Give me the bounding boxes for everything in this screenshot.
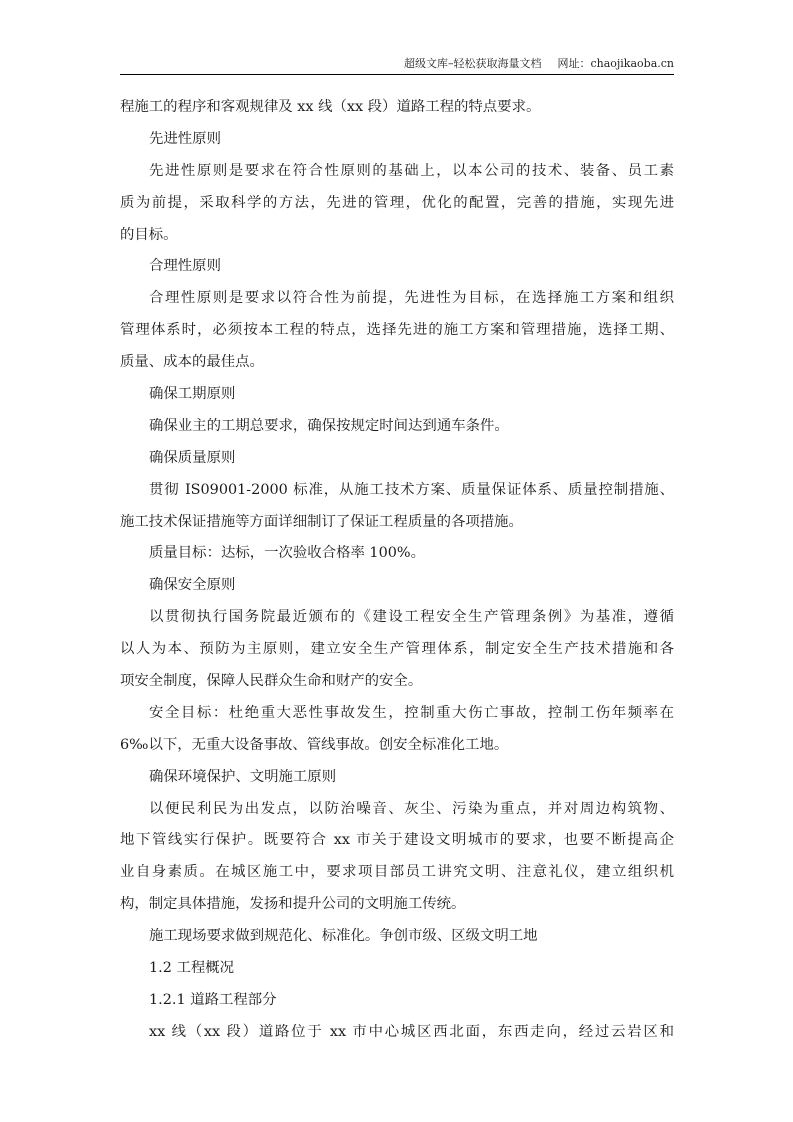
- text-line: 程施工的程序和客观规律及 xx 线（xx 段）道路工程的特点要求。: [120, 99, 541, 115]
- text-line: 构，制定具体措施，发扬和提升公司的文明施工传统。: [120, 896, 466, 913]
- text-line: 质为前提，采取科学的方法，先进的管理，优化的配置，完善的措施，实现先进: [120, 194, 674, 211]
- text-line: 业自身素质。在城区施工中，要求项目部员工讲究文明、注意礼仪，建立组织机: [120, 864, 674, 881]
- text-line: 以便民利民为出发点，以防治噪音、灰尘、污染为重点，并对周边构筑物、: [149, 800, 674, 817]
- text-line: 以人为本、预防为主原则，建立安全生产管理体系，制定安全生产技术措施和各: [120, 641, 674, 658]
- text-line: 地下管线实行保护。既要符合 xx 市关于建设文明城市的要求，也要不断提高企: [120, 832, 674, 849]
- text-line: 以贯彻执行国务院最近颁布的《建设工程安全生产管理条例》为基准，遵循: [149, 609, 674, 626]
- text-line: 管理体系时，必须按本工程的特点，选择先进的施工方案和管理措施，选择工期、: [120, 322, 674, 339]
- text-line: xx 线（xx 段）道路位于 xx 市中心城区西北面，东西走向，经过云岩区和: [149, 1023, 674, 1040]
- text-line: 确保工期原则: [149, 386, 236, 403]
- text-line: 先进性原则: [149, 130, 221, 147]
- text-line: 安全目标：杜绝重大恶性事故发生，控制重大伤亡事故，控制工伤年频率在: [149, 704, 674, 721]
- text-line: 合理性原则是要求以符合性为前提，先进性为目标，在选择施工方案和组织: [149, 290, 674, 307]
- text-line: 确保环境保护、文明施工原则: [149, 768, 337, 785]
- text-line: 确保质量原则: [149, 449, 236, 466]
- text-line: 质量目标：达标，一次验收合格率 100%。: [149, 545, 425, 562]
- page-header: [120, 56, 674, 75]
- text-line: 质量、成本的最佳点。: [120, 354, 264, 371]
- text-line: 贯彻 IS09001-2000 标准，从施工技术方案、质量保证体系、质量控制措施、: [149, 481, 674, 498]
- text-line: 施工现场要求做到规范化、标准化。争创市级、区级文明工地: [149, 928, 538, 945]
- text-line: 1.2.1 道路工程部分: [149, 991, 277, 1008]
- document-body: [120, 92, 674, 1049]
- text-line: 合理性原则: [149, 258, 221, 275]
- header-url: 网址：chaojikaoba.cn: [557, 57, 674, 70]
- text-line: 6‰以下，无重大设备事故、管线事故。创安全标准化工地。: [120, 736, 509, 753]
- text-line: 项安全制度，保障人民群众生命和财产的安全。: [120, 673, 423, 690]
- text-line: 先进性原则是要求在符合性原则的基础上，以本公司的技术、装备、员工素: [149, 162, 674, 179]
- text-line: 施工技术保证措施等方面详细制订了保证工程质量的各项措施。: [120, 513, 523, 530]
- text-line: 确保业主的工期总要求，确保按规定时间达到通车条件。: [149, 417, 509, 434]
- text-line: 的目标。: [120, 226, 178, 243]
- header-site-name: 超级文库–轻松获取海量文档: [403, 57, 542, 70]
- text-line: 1.2 工程概况: [149, 960, 235, 977]
- text-line: 确保安全原则: [149, 577, 236, 594]
